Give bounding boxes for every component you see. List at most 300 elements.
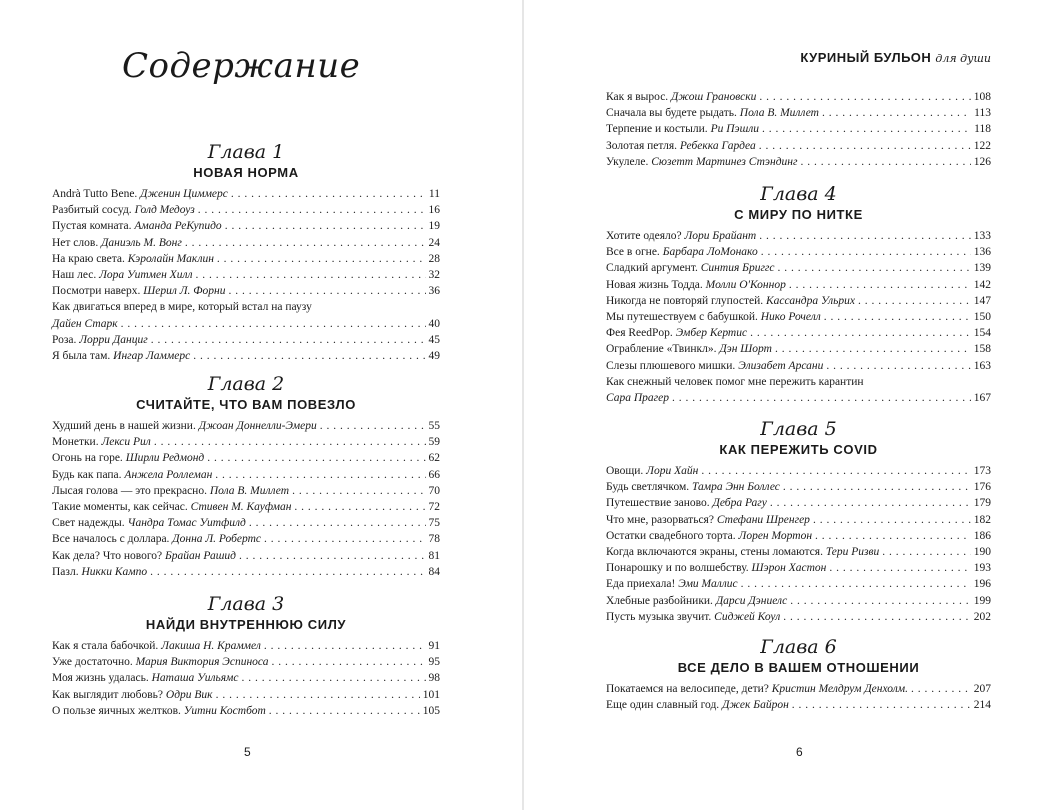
dot-leader	[217, 251, 426, 267]
entry-page: 193	[973, 562, 991, 575]
entry-text	[52, 515, 246, 531]
entry-author: Джоан Доннелли-Эмери	[198, 420, 317, 432]
entry-title: Хотите одеяло?	[606, 230, 682, 242]
dot-leader	[320, 418, 426, 434]
entry-text	[606, 105, 819, 121]
entry-page: 36	[428, 285, 440, 298]
dot-leader	[193, 348, 425, 364]
toc-entry-list	[606, 681, 991, 713]
toc-entry	[52, 348, 440, 364]
toc-entry	[52, 531, 440, 547]
page-number-right: 6	[796, 745, 803, 759]
entry-page: 101	[422, 688, 440, 701]
entry-author: Донна Л. Робертс	[172, 533, 262, 546]
toc-entry	[52, 483, 440, 499]
dot-leader	[198, 202, 426, 218]
left-page	[0, 0, 522, 810]
entry-author: Пола В. Миллет	[739, 107, 819, 120]
entry-text	[52, 467, 212, 483]
toc-entry	[52, 654, 440, 670]
entry-page: 199	[973, 594, 991, 607]
toc-entry	[52, 418, 440, 434]
entry-page: 136	[973, 246, 991, 259]
entry-text	[52, 564, 147, 580]
toc-entry	[606, 228, 991, 244]
entry-author: Элизабет Арсани	[738, 359, 824, 372]
entry-author: Брайан Рашид	[165, 549, 236, 562]
toc-entry	[52, 283, 440, 299]
entry-author: Дебра Рагу	[712, 497, 767, 510]
entry-author: Анжела Роллеман	[124, 468, 213, 481]
entry-text	[52, 332, 148, 348]
toc-entry-continuation	[606, 390, 991, 406]
entry-text	[606, 260, 775, 276]
entry-author: Никки Кампо	[81, 565, 148, 578]
toc-entry	[606, 512, 991, 528]
entry-page: 113	[974, 107, 991, 120]
toc-entry-list	[606, 89, 991, 170]
dot-leader	[759, 89, 970, 105]
entry-page: 95	[428, 656, 440, 669]
entry-title: Все началось с доллара.	[52, 533, 170, 546]
dot-leader	[249, 515, 426, 531]
entry-author: Лора Уитмен Хилл	[99, 268, 193, 281]
entry-page: 70	[428, 484, 440, 497]
entry-page: 207	[973, 683, 991, 695]
entry-title: Огонь на горе.	[52, 452, 123, 465]
chapter-number: Глава 6	[760, 636, 837, 658]
entry-text	[606, 154, 797, 170]
chapter-heading	[52, 373, 440, 414]
toc-entry	[606, 479, 991, 495]
entry-text	[52, 670, 239, 686]
entry-title: Фея ReedPop.	[606, 327, 673, 340]
entry-page: 66	[428, 468, 440, 481]
entry-text	[606, 463, 698, 479]
toc-entry	[52, 638, 440, 654]
dot-leader	[264, 638, 426, 654]
toc-entry	[606, 341, 991, 357]
dot-leader	[672, 390, 971, 406]
entry-text	[606, 341, 772, 357]
entry-page: 40	[428, 317, 440, 330]
entry-title: Никогда не повторяй глупостей.	[606, 294, 764, 307]
entry-author: Голд Медоуз	[134, 204, 195, 217]
chapter-number: Глава 4	[760, 183, 837, 205]
dot-leader	[215, 467, 425, 483]
entry-title: Роза.	[52, 333, 77, 346]
toc-entry	[52, 267, 440, 283]
toc-entry	[606, 358, 991, 374]
toc-entry	[606, 154, 991, 170]
toc-entry	[52, 235, 440, 251]
toc-entry	[606, 121, 991, 137]
dot-leader	[792, 697, 971, 713]
entry-author: Пола В. Миллет	[209, 484, 290, 497]
toc-entry-list	[52, 638, 440, 719]
entry-title: Сначала вы будете рыдать.	[606, 107, 737, 120]
entry-text	[52, 703, 266, 719]
entry-author: Эмбер Кертис	[675, 327, 748, 340]
entry-title: Хлебные разбойники.	[606, 594, 713, 607]
entry-author: Мария Виктория Эспиноса	[135, 656, 269, 669]
dot-leader	[269, 703, 420, 719]
dot-leader	[242, 670, 426, 686]
dot-leader	[800, 154, 970, 170]
toc-entry	[606, 681, 991, 697]
dot-leader	[121, 316, 426, 332]
entry-author: Молли О'Коннор	[705, 278, 786, 291]
entry-title: Золотая петля.	[606, 139, 678, 152]
entry-title: Как двигаться вперед в мире, который встал на паузу	[52, 301, 312, 314]
entry-author: Одри Вик	[165, 688, 213, 701]
entry-author: Тери Ризви	[825, 545, 880, 558]
dot-leader	[761, 244, 971, 260]
toc-entry	[52, 687, 440, 703]
toc-entry	[52, 564, 440, 580]
entry-author: Лекси Рил	[101, 436, 151, 449]
entry-title: Как снежный человек помог мне пережить карантин	[606, 375, 864, 388]
entry-title: Andrà Tutto Bene.	[52, 188, 138, 200]
entry-text	[52, 687, 213, 703]
entry-text	[52, 434, 151, 450]
toc-entry	[606, 544, 991, 560]
entry-title: Разбитый сосуд.	[52, 204, 132, 217]
entry-title: Худший день в нашей жизни.	[52, 420, 196, 432]
entry-title: На краю света.	[52, 252, 125, 265]
toc-entry	[606, 309, 991, 325]
chapter-title: ВСЕ ДЕЛО В ВАШЕМ ОТНОШЕНИИ	[677, 660, 920, 675]
toc-entry	[606, 277, 991, 293]
entry-title: Моя жизнь удалась.	[52, 672, 149, 685]
entry-title: Как я стала бабочкой.	[52, 640, 159, 652]
dot-leader	[822, 105, 971, 121]
toc-entry	[52, 251, 440, 267]
entry-title: Путешествие заново.	[606, 497, 710, 510]
entry-author: Джош Грановски	[671, 91, 757, 103]
entry-title: Когда включаются экраны, стены ломаются.	[606, 545, 823, 558]
toc-entry	[606, 593, 991, 609]
entry-page: 122	[973, 139, 991, 152]
entry-text	[52, 218, 222, 234]
dot-leader	[759, 138, 971, 154]
entry-page: 81	[428, 549, 440, 562]
entry-title: О пользе яичных желтков.	[52, 704, 181, 717]
running-head-title: КУРИНЫЙ БУЛЬОН	[800, 50, 932, 65]
entry-text	[52, 267, 192, 283]
chapter-title: НОВАЯ НОРМА	[193, 165, 299, 180]
toc-title: Содержание	[122, 46, 361, 86]
entry-page: 84	[428, 565, 440, 578]
entry-title: Нет слов.	[52, 236, 99, 249]
dot-leader	[824, 309, 971, 325]
entry-author: Шэрон Хастон	[751, 562, 827, 575]
entry-page: 75	[428, 517, 440, 530]
chapter-heading	[606, 183, 991, 224]
dot-leader	[783, 609, 971, 625]
entry-text	[606, 89, 756, 105]
dot-leader	[826, 358, 970, 374]
entry-page: 91	[428, 640, 440, 652]
dot-leader	[741, 576, 971, 592]
entry-title: Пазл.	[52, 565, 79, 578]
toc-entry	[606, 528, 991, 544]
dot-leader	[778, 260, 971, 276]
entry-author: Дарси Дэниелс	[715, 594, 788, 607]
entry-text	[606, 697, 789, 713]
dot-leader	[154, 434, 426, 450]
entry-page: 24	[428, 236, 440, 249]
entry-author: Лорен Мортон	[738, 529, 813, 542]
entry-title: Остатки свадебного торта.	[606, 529, 736, 542]
entry-page: 163	[973, 359, 991, 372]
chapter-number: Глава 5	[760, 418, 837, 440]
entry-title: Уже достаточно.	[52, 656, 133, 669]
chapter-heading	[52, 141, 440, 182]
dot-leader	[150, 564, 425, 580]
entry-text	[606, 544, 879, 560]
entry-text	[52, 638, 261, 654]
running-head-subtitle: для души	[935, 52, 991, 65]
entry-text	[52, 283, 225, 299]
entry-page: 202	[973, 610, 991, 623]
entry-author: Дайен Старк	[52, 317, 118, 330]
toc-entry	[52, 467, 440, 483]
entry-author: Барбара ЛоМонако	[662, 246, 758, 259]
entry-author: Стефани Шренгер	[716, 513, 810, 526]
entry-author: Сара Прагер	[606, 391, 670, 404]
entry-page: 176	[973, 481, 991, 494]
entry-title: Лысая голова — это прекрасно.	[52, 484, 207, 497]
entry-author: Ингар Ламмерс	[113, 349, 191, 362]
entry-text	[52, 235, 182, 251]
entry-page: 133	[973, 230, 991, 242]
dot-leader	[195, 267, 425, 283]
dot-leader	[770, 495, 971, 511]
entry-title: Будь светлячком.	[606, 481, 690, 494]
toc-entry-list	[606, 463, 991, 625]
dot-leader	[207, 450, 425, 466]
dot-leader	[815, 528, 971, 544]
entry-title: Такие моменты, как сейчас.	[52, 500, 188, 513]
entry-text	[606, 560, 826, 576]
entry-title: Все в огнe.	[606, 246, 660, 259]
toc-entry-list	[52, 418, 440, 580]
running-head	[606, 50, 991, 65]
toc-entry	[606, 609, 991, 625]
entry-page: 190	[973, 545, 991, 558]
entry-text	[606, 138, 756, 154]
dot-leader	[271, 654, 425, 670]
entry-page: 139	[973, 262, 991, 275]
chapter-heading	[606, 418, 991, 459]
entry-page: 55	[428, 420, 440, 432]
entry-text	[52, 450, 204, 466]
entry-page: 173	[973, 465, 991, 477]
chapter-number: Глава 2	[207, 373, 285, 395]
entry-text	[606, 593, 787, 609]
entry-title: Что мне, разорваться?	[606, 513, 714, 526]
entry-title: Еще один славный год.	[606, 699, 720, 712]
chapter-title: КАК ПЕРЕЖИТЬ COVID	[719, 442, 878, 457]
entry-text	[606, 228, 756, 244]
entry-author: Лори Брайант	[684, 230, 757, 242]
dot-leader	[790, 593, 970, 609]
entry-page: 62	[428, 452, 440, 465]
entry-text	[52, 418, 317, 434]
entry-page: 49	[428, 349, 440, 362]
entry-page: 142	[973, 278, 991, 291]
toc-entry	[606, 105, 991, 121]
toc-entry-continuation	[52, 316, 440, 332]
entry-text	[606, 309, 821, 325]
entry-author: Кристин Мелдрум Денхолм.	[771, 683, 908, 695]
entry-text	[52, 483, 289, 499]
dot-leader	[789, 277, 971, 293]
entry-title: Как я вырос.	[606, 91, 669, 103]
entry-text	[606, 121, 759, 137]
toc-entry	[52, 450, 440, 466]
toc-entry	[52, 202, 440, 218]
chapter-heading	[606, 636, 991, 677]
chapter-number: Глава 1	[207, 141, 285, 163]
entry-text	[52, 531, 261, 547]
entry-author: Эми Маллис	[678, 578, 738, 591]
entry-author: Сюзетт Мартинез Стэндинг	[651, 155, 798, 168]
entry-title: Понарошку и по волшебству.	[606, 562, 749, 575]
chapter-title: СЧИТАЙТЕ, ЧТО ВАМ ПОВЕЗЛО	[136, 397, 356, 412]
entry-text	[52, 499, 291, 515]
entry-page: 78	[428, 533, 440, 546]
entry-text	[606, 681, 908, 697]
toc-entry	[52, 515, 440, 531]
dot-leader	[783, 479, 971, 495]
entry-text	[606, 512, 810, 528]
entry-title: Свет надежды.	[52, 517, 125, 530]
entry-text	[52, 186, 228, 202]
entry-title: Пустая комната.	[52, 220, 132, 233]
toc-entry	[606, 374, 991, 390]
dot-leader	[882, 544, 970, 560]
chapter-title: НАЙДИ ВНУТРЕННЮЮ СИЛУ	[145, 617, 347, 632]
entry-author: Ширли Редмонд	[125, 452, 205, 465]
right-page	[524, 0, 1047, 810]
entry-author: Сиджей Коул	[714, 610, 781, 623]
entry-title: Как дела? Что нового?	[52, 549, 163, 562]
entry-author: Лори Хайн	[646, 465, 699, 477]
entry-author: Кэролайн Маклин	[127, 252, 214, 265]
page-number-left: 5	[244, 745, 251, 759]
entry-author: Нико Рочелл	[760, 310, 821, 323]
entry-page: 32	[428, 268, 440, 281]
entry-title: Покатаемся на велосипеде, дети?	[606, 683, 769, 695]
chapter-heading	[52, 593, 440, 634]
entry-page: 11	[428, 188, 440, 200]
entry-page: 158	[973, 343, 991, 356]
entry-author: Лакиша Н. Краммел	[161, 640, 261, 652]
dot-leader	[151, 332, 426, 348]
entry-text	[606, 609, 780, 625]
dot-leader	[228, 283, 425, 299]
dot-leader	[750, 325, 971, 341]
entry-text	[606, 495, 767, 511]
dot-leader	[264, 531, 425, 547]
dot-leader	[775, 341, 971, 357]
toc-entry	[52, 186, 440, 202]
entry-title: Наш лес.	[52, 268, 97, 281]
entry-text	[52, 654, 268, 670]
entry-title: Будь как папа.	[52, 468, 122, 481]
toc-entry-list	[52, 186, 440, 364]
entry-text	[606, 244, 758, 260]
entry-page: 98	[428, 672, 440, 685]
entry-page: 196	[973, 578, 991, 591]
dot-leader	[231, 186, 426, 202]
entry-title: Монетки.	[52, 436, 99, 449]
entry-title: Ограбление «Твинкл».	[606, 343, 717, 356]
toc-entry	[606, 244, 991, 260]
toc-entry	[606, 560, 991, 576]
toc-entry	[52, 218, 440, 234]
toc-entry	[606, 697, 991, 713]
entry-page: 28	[428, 252, 440, 265]
dot-leader	[813, 512, 971, 528]
entry-title: Как выглядит любовь?	[52, 688, 164, 701]
entry-text	[52, 548, 236, 564]
toc-entry	[606, 89, 991, 105]
entry-text	[606, 576, 738, 592]
chapter-number: Глава 3	[207, 593, 285, 615]
entry-title: Новая жизнь Тодда.	[606, 278, 703, 291]
toc-entry	[52, 299, 440, 315]
entry-title: Мы путешествуем с бабушкой.	[606, 310, 758, 323]
entry-author: Кассандра Ульрих	[766, 294, 855, 307]
toc-entry	[52, 548, 440, 564]
entry-author: Ри Пэшли	[710, 123, 760, 136]
toc-entry	[606, 495, 991, 511]
entry-author: Наташа Уильямс	[151, 672, 239, 685]
dot-leader	[216, 687, 420, 703]
entry-page: 59	[428, 436, 440, 449]
entry-page: 154	[973, 327, 991, 340]
dot-leader	[762, 121, 971, 137]
toc-entry	[606, 293, 991, 309]
entry-author: Дженин Циммерс	[140, 188, 228, 200]
entry-author: Ребекка Гардеа	[679, 139, 756, 152]
entry-author: Лорри Данциг	[79, 333, 148, 346]
entry-title: Терпение и костыли.	[606, 123, 708, 136]
entry-author: Уитни Костбот	[183, 704, 266, 717]
toc-entry	[606, 576, 991, 592]
entry-text	[52, 202, 195, 218]
entry-author: Дэн Шорт	[719, 343, 772, 356]
entry-page: 16	[428, 204, 440, 217]
entry-title: Посмотри наверх.	[52, 285, 141, 298]
entry-text	[606, 528, 812, 544]
entry-text	[52, 348, 190, 364]
entry-page: 186	[973, 529, 991, 542]
toc-entry	[52, 499, 440, 515]
entry-page: 126	[973, 155, 991, 168]
toc-entry	[52, 670, 440, 686]
toc-entry	[52, 434, 440, 450]
entry-page: 147	[973, 294, 991, 307]
entry-text	[606, 358, 823, 374]
toc-entry	[606, 463, 991, 479]
entry-title: Сладкий аргумент.	[606, 262, 698, 275]
dot-leader	[759, 228, 971, 244]
entry-text	[606, 325, 747, 341]
